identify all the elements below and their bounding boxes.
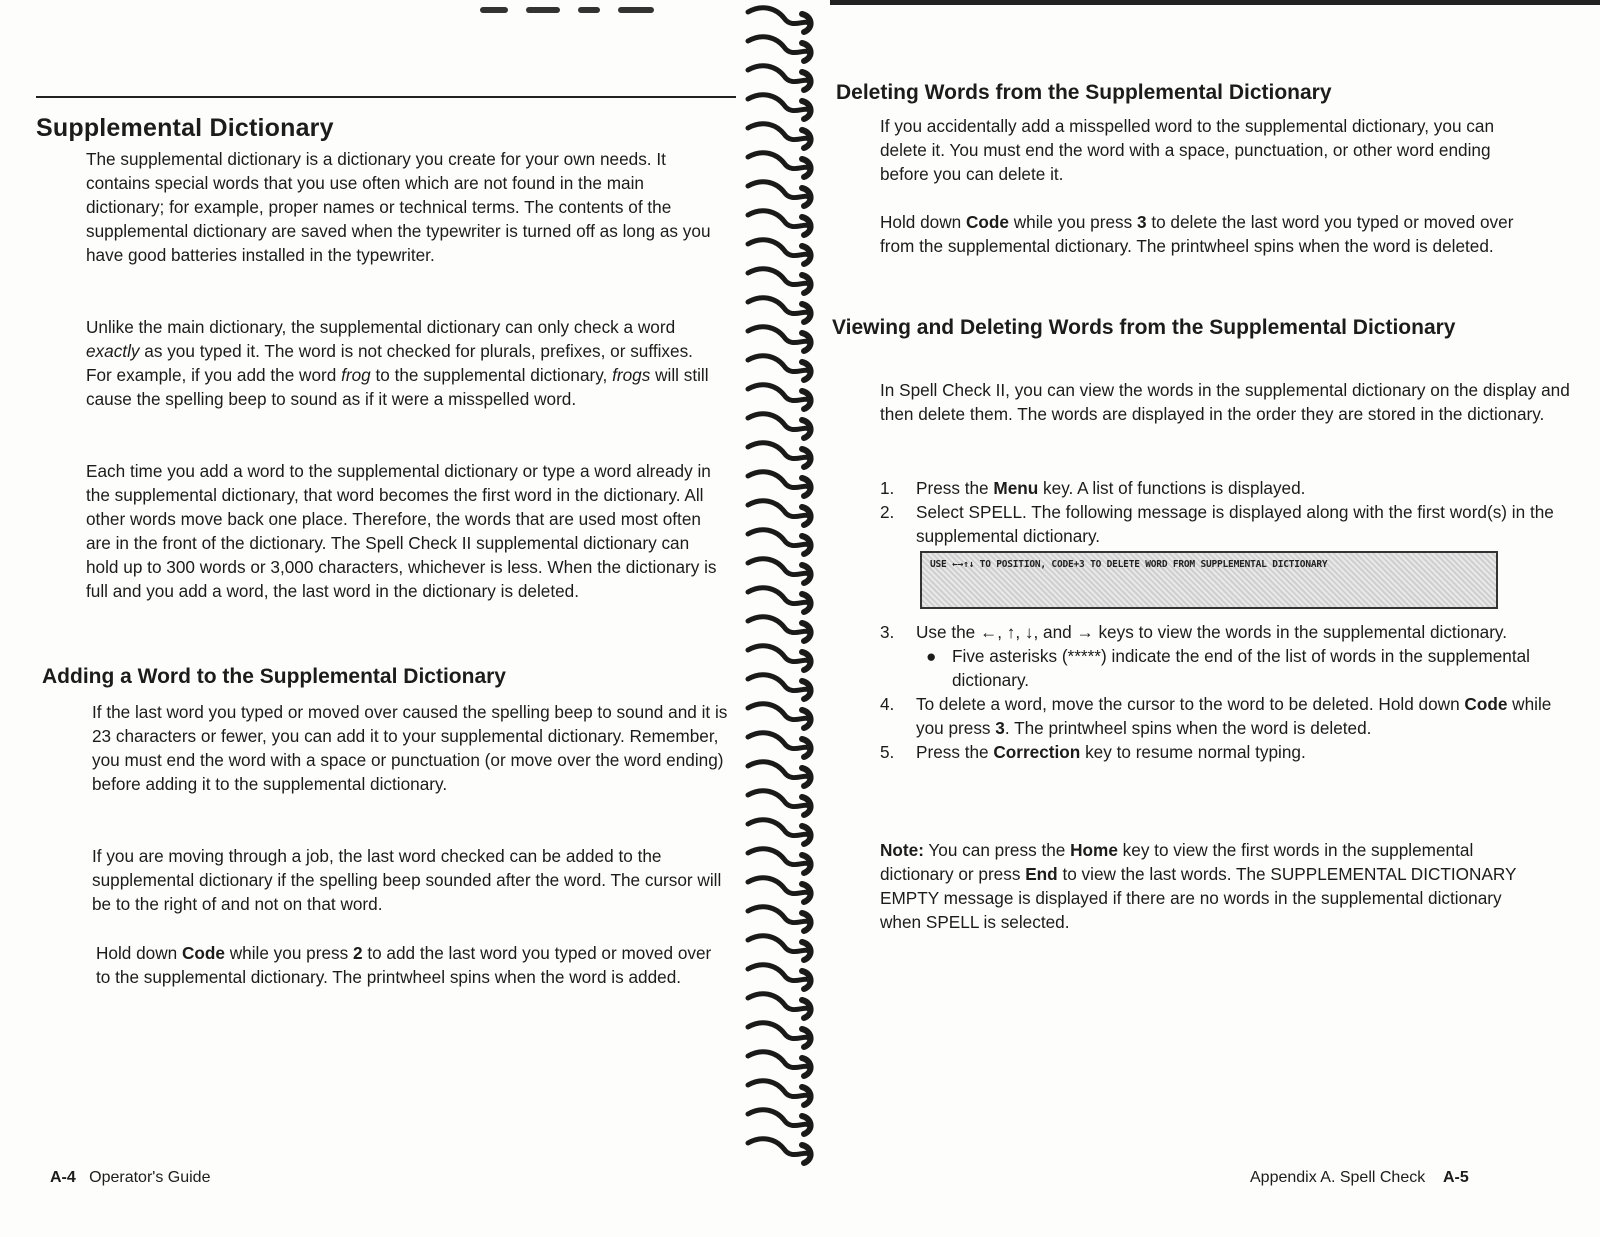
- key-3: 3: [1136, 212, 1147, 232]
- top-rule: [830, 0, 1600, 5]
- text: will still cause the spelling beep to sound as if it were a misspelled word.: [86, 365, 709, 409]
- footer-left: [50, 1169, 210, 1187]
- text: Hold down: [96, 943, 182, 963]
- paragraph-ordering: Each time you add a word to the supplemental dictionary or type a word already in the supplemental dictionary, that word becomes the first word in the dictionary. All other words move back one place. Therefore, the words that are used most often are in the front of the dictionary. The Spell Check II supplemental dictionary can hold up to 300 words or 3,000 characters, whichever is less. When the dictionary is full and you add a word, the last word in the dictionary is deleted.: [86, 461, 717, 601]
- page-number: A-4: [50, 1169, 76, 1186]
- footer-title: Appendix A. Spell Check: [1250, 1169, 1426, 1186]
- emphasis-frog: frog: [341, 365, 371, 385]
- steps-list: [880, 476, 1580, 548]
- paragraph-delete-intro: If you accidentally add a misspelled word to the supplemental dictionary, you can delete it. You must end the word with a space, punctuation, or other word ending before you can delete it.: [880, 116, 1494, 184]
- paragraph-moving: If you are moving through a job, the last word checked can be added to the supplemental dictionary if the spelling beep sounded after the word. The cursor will be to the right of and not on that word.: [92, 846, 722, 914]
- footer-right: [1250, 1169, 1469, 1187]
- text: to the supplemental dictionary,: [370, 365, 613, 385]
- step-number: 1.: [880, 478, 895, 498]
- text: as you typed it. The word is not checked for plurals, prefixes, or suffixes. For example, if you add the word: [86, 341, 693, 385]
- paragraph-adding: If the last word you typed or moved over caused the spelling beep to sound and it is 23 characters or fewer, you can add it to your supplemental dictionary. Remember, you must end the word with a space or punctuation (or move over the word ending) before adding it to the supplemental dictionary.: [92, 702, 728, 794]
- text: Unlike the main dictionary, the supplemental dictionary can only check a word: [86, 317, 676, 337]
- text: while you press: [224, 943, 353, 963]
- text: Use the ←, ↑, ↓, and → keys to view the words in the supplemental dictionary.: [916, 622, 1508, 642]
- key-3: 3: [995, 718, 1005, 738]
- paragraph-code2: [96, 941, 716, 989]
- note-paragraph: [880, 838, 1530, 934]
- paragraph-intro: The supplemental dictionary is a dictionary you create for your own needs. It contains special words that you use often which are not found in the main dictionary; for example, proper names or technical terms. The contents of the supplemental dictionary are saved when the typewriter is turned off as long as you have good batteries installed in the typewriter.: [86, 149, 711, 265]
- text: Select SPELL. The following message is displayed along with the first word(s) in the supplemental dictionary.: [916, 502, 1554, 546]
- text: to delete the last word you typed or moved over from the supplemental dictionary. The printwheel spins when the word is deleted.: [880, 212, 1514, 256]
- text: . The printwheel spins when the word is deleted.: [1004, 718, 1372, 738]
- paragraph-code3: [880, 210, 1530, 258]
- subheading-adding: Adding a Word to the Supplemental Dictionary: [42, 665, 506, 688]
- step-4: [880, 692, 1580, 740]
- bullet-item: [916, 644, 1580, 692]
- text: Press the: [916, 478, 994, 498]
- emphasis-frogs: frogs: [612, 365, 651, 385]
- text: to add the last word you typed or moved over to the supplemental dictionary. The printwheel spins when the word is added.: [96, 943, 712, 987]
- footer-title: Operator's Guide: [89, 1169, 211, 1186]
- left-page: [0, 0, 745, 1237]
- display-message: USE ←→↑↓ TO POSITION, CODE+3 TO DELETE WORD FROM SUPPLEMENTAL DICTIONARY: [930, 559, 1328, 570]
- key-home: Home: [1070, 840, 1118, 860]
- bullet-dot-icon: ●: [926, 646, 937, 666]
- text: while you press: [916, 694, 1552, 738]
- key-correction: Correction: [993, 742, 1081, 762]
- text: key. A list of functions is displayed.: [1038, 478, 1306, 498]
- display-message-panel: [920, 551, 1498, 609]
- emphasis-exactly: exactly: [86, 341, 140, 361]
- text: while you press: [1008, 212, 1137, 232]
- text: Press the: [916, 742, 994, 762]
- text: key to resume normal typing.: [1080, 742, 1306, 762]
- text: Five asterisks (*****) indicate the end of the list of words in the supplemental dictionary.: [952, 646, 1530, 690]
- text: to view the last words. The SUPPLEMENTAL DICTIONARY EMPTY message is displayed if there are no words in the supplemental dictionary when SPELL is selected.: [880, 864, 1517, 932]
- key-2: 2: [352, 943, 363, 963]
- page-number: A-5: [1443, 1169, 1469, 1186]
- steps-list-continued: [880, 620, 1580, 764]
- key-code: Code: [182, 943, 225, 963]
- section-heading: Supplemental Dictionary: [36, 114, 334, 142]
- text: You can press the: [923, 840, 1071, 860]
- step-number: 5.: [880, 742, 895, 762]
- paragraph-view-intro: In Spell Check II, you can view the words in the supplemental dictionary on the display and then delete them. The words are displayed in the order they are stored in the dictionary.: [880, 380, 1570, 424]
- key-code: Code: [1464, 694, 1508, 714]
- step-number: 2.: [880, 502, 895, 522]
- step-number: 4.: [880, 694, 895, 714]
- spiral-binding: [740, 0, 820, 1237]
- key-menu: Menu: [993, 478, 1039, 498]
- subheading-deleting: Deleting Words from the Supplemental Dictionary: [836, 81, 1332, 104]
- step-number: 3.: [880, 622, 895, 642]
- step-3: [880, 620, 1580, 692]
- key-end: End: [1025, 864, 1058, 884]
- paragraph-exact-match: [86, 315, 722, 411]
- top-rule: [36, 96, 736, 98]
- top-smudge: [480, 0, 700, 14]
- step-5: [880, 740, 1580, 764]
- text: To delete a word, move the cursor to the word to be deleted. Hold down: [916, 694, 1465, 714]
- key-code: Code: [966, 212, 1009, 232]
- step-2: [880, 500, 1580, 548]
- note-label: Note:: [880, 840, 924, 860]
- step-1: [880, 476, 1580, 500]
- subheading-viewing: Viewing and Deleting Words from the Supplemental Dictionary: [832, 316, 1456, 339]
- text: key to view the first words in the supplemental dictionary or press: [880, 840, 1474, 884]
- text: Hold down: [880, 212, 966, 232]
- right-page: [830, 0, 1600, 1237]
